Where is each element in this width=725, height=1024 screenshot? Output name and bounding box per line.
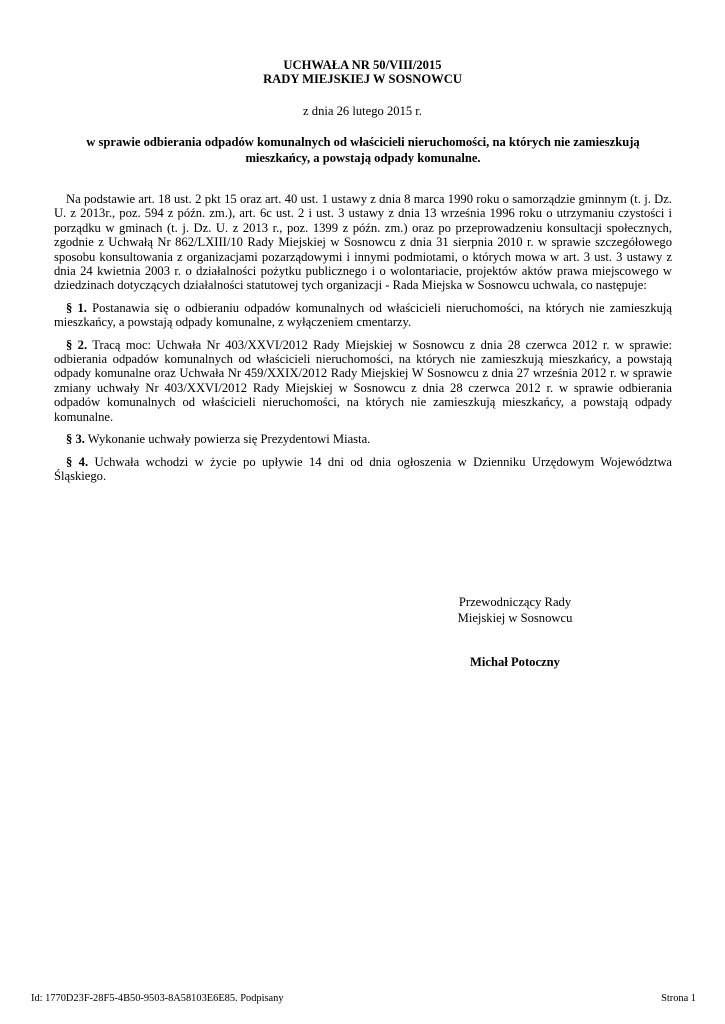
resolution-subject: w sprawie odbierania odpadów komunalnych od właścicieli nieruchomości, na których nie zamieszkują mieszkańcy, a powstają odpady komunalne. <box>86 135 640 165</box>
document-id: Id: 1770D23F-28F5-4B50-9503-8A58103E6E85. Podpisany <box>31 993 284 1004</box>
signatory-role <box>440 594 590 626</box>
paragraph-2 <box>54 338 672 424</box>
paragraph-3 <box>54 432 672 446</box>
paragraph-text: Wykonanie uchwały powierza się Prezydentowi Miasta. <box>84 432 371 447</box>
paragraph-mark: § 3. <box>66 432 85 447</box>
paragraph-mark: § 4. <box>66 454 89 469</box>
signatory-role-line1: Przewodniczący Rady <box>458 595 572 609</box>
paragraph-mark: § 1. <box>66 300 87 315</box>
paragraph-text: Postanawia się o odbieraniu odpadów komunalnych od właścicieli nieruchomości, na których nie zamieszkują mieszkańcy, a powstają odpady komunalne, z wyłączeniem cmentarzy. <box>54 300 673 330</box>
paragraph-text: Uchwała wchodzi w życie po upływie 14 dni od dnia ogłoszenia w Dzienniku Urzędowym Województwa Śląskiego. <box>54 454 673 483</box>
title-line-council: RADY MIEJSKIEJ W SOSNOWCU <box>263 72 462 86</box>
title-line-number: UCHWAŁA NR 50/VIII/2015 <box>283 58 442 72</box>
paragraph-mark: § 2. <box>66 337 88 352</box>
signatory-name: Michał Potoczny <box>470 655 560 669</box>
paragraph-text: Tracą moc: Uchwała Nr 403/XXVI/2012 Rady Miejskiej w Sosnowcu z dnia 28 czerwca 2012 r. w sprawie: odbierania odpadów komunalnych od właścicieli nieruchomości, na których nie zamieszkują mieszkańcy, a powstają odpady komunalne oraz Uchwała Nr 459/XXIX/2012 Rady Miejskiej W Sosnowcu z dnia 27 września 2012 r. w sprawie zmiany uchwały Nr 403/XXVI/2012 Rady Miejskiej w Sosnowcu z dnia 28 czerwca 2012 r. w sprawie odbierania odpadów komunalnych od właścicieli nieruchomości, na których nie zamieszkują mieszkańcy, a powstają odpady komunalne. <box>54 337 673 424</box>
signatory-role-line2: Miejskiej w Sosnowcu <box>457 611 573 625</box>
resolution-body <box>54 192 672 491</box>
paragraph-1 <box>54 301 672 330</box>
preamble: Na podstawie art. 18 ust. 2 pkt 15 oraz art. 40 ust. 1 ustawy z dnia 8 marca 1990 roku o samorządzie gminnym (t. j. Dz. U. z 2013r., poz. 594 z późn. zm.), art. 6c ust. 2 i ust. 3 ustawy z dnia 13 września 1996 roku o utrzymaniu czystości i porządku w gminach (t. j. Dz. U. z 2013 r., poz. 1399 z późn. zm.) oraz po przeprowadzeniu konsultacji społecznych, zgodnie z Uchwałą Nr 862/LXIII/10 Rady Miejskiej w Sosnowcu z dnia 31 sierpnia 2010 r. w sprawie szczegółowego sposobu konsultowania z organizacjami pozarządowymi i innymi podmiotami, o których mowa w art. 3 ust. 3 ustawy z dnia 24 kwietnia 2003 r. o działalności pożytku publicznego i o wolontariacie, projektów aktów prawa miejscowego w dziedzinach dotyczących działalności statutowej tych organizacji - Rada Miejska w Sosnowcu uchwala, co następuje: <box>54 192 672 293</box>
page-number: Strona 1 <box>661 993 696 1004</box>
resolution-date: z dnia 26 lutego 2015 r. <box>303 104 422 118</box>
resolution-title <box>0 58 725 86</box>
paragraph-4 <box>54 455 672 484</box>
